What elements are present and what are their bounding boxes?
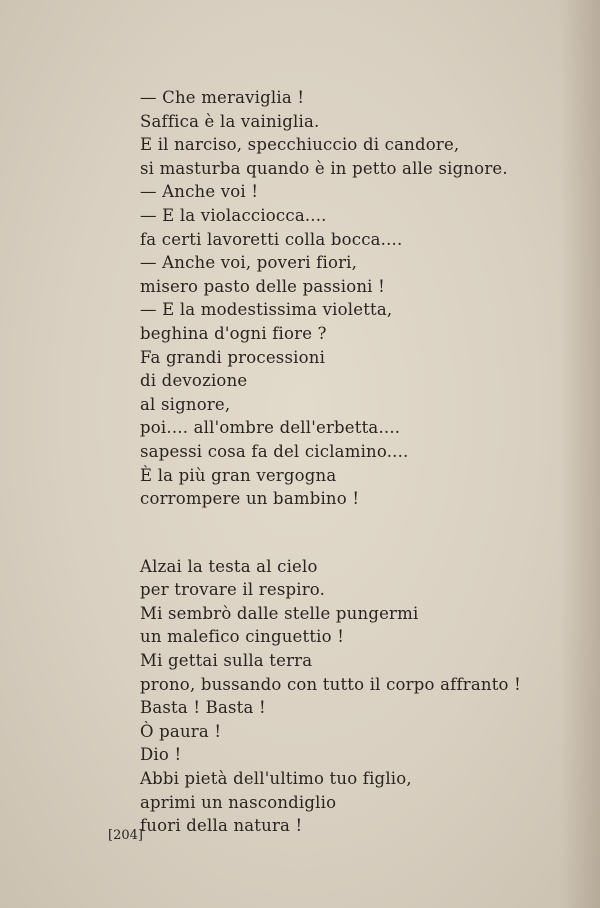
poem-line: beghina d'ogni fiore ?	[140, 323, 327, 343]
poem-line: Abbi pietà dell'ultimo tuo figlio,	[140, 769, 412, 789]
poem-line: corrompere un bambino !	[140, 489, 360, 509]
poem-line: Mi sembrò dalle stelle pungermi	[140, 603, 419, 623]
poem-line: di devozione	[140, 371, 248, 391]
poem-line: Dio !	[140, 745, 182, 765]
poem-line: — E la modestissima violetta,	[140, 300, 393, 320]
poem-line: Mi gettai sulla terra	[140, 651, 313, 671]
stanza-2	[140, 555, 521, 838]
poem-line: Saffica è la vainiglia.	[140, 111, 320, 131]
page-edge-shadow	[560, 0, 600, 908]
poem-line: È la più gran vergogna	[140, 465, 337, 485]
poem-line: si masturba quando è in petto alle signore.	[140, 158, 508, 178]
stanza-1	[140, 86, 508, 511]
poem-line: Alzai la testa al cielo	[140, 556, 318, 576]
poem-line: — E la violacciocca....	[140, 205, 327, 225]
poem-line: fuori della natura !	[140, 816, 303, 836]
poem-line: — Che meraviglia !	[140, 88, 305, 107]
poem-line: — Anche voi, poveri fiori,	[140, 253, 358, 273]
poem-line: — Anche voi !	[140, 182, 259, 202]
poem-text	[140, 86, 521, 838]
poem-line: un malefico cinguettio !	[140, 627, 345, 647]
page-number: [204]	[108, 828, 143, 843]
poem-line: Basta ! Basta !	[140, 698, 266, 718]
poem-line: Ò paura !	[140, 721, 222, 741]
poem-line: aprimi un nascondiglio	[140, 792, 337, 812]
poem-line: prono, bussando con tutto il corpo affranto !	[140, 674, 521, 694]
poem-line: misero pasto delle passioni !	[140, 276, 385, 296]
poem-line: sapessi cosa fa del ciclamino....	[140, 441, 409, 461]
poem-line: per trovare il respiro.	[140, 580, 326, 600]
poem-line: al signore,	[140, 394, 231, 414]
poem-line: E il narciso, specchiuccio di candore,	[140, 135, 460, 155]
poem-line: poi.... all'ombre dell'erbetta....	[140, 418, 401, 438]
poem-line: Fa grandi processioni	[140, 347, 326, 367]
poem-line: fa certi lavoretti colla bocca....	[140, 229, 403, 249]
